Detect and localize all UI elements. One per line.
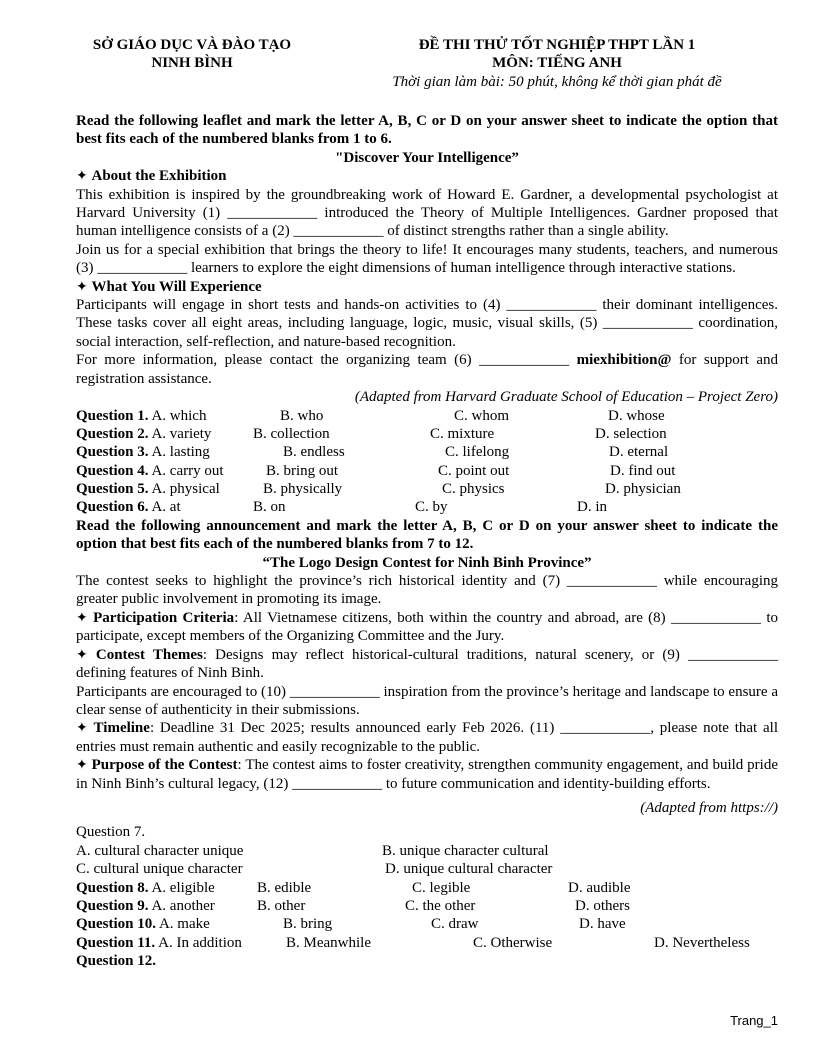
department-name: SỞ GIÁO DỤC VÀ ĐÀO TẠO [92, 37, 292, 53]
questions-1-6 [76, 407, 778, 517]
star-icon: ✦ [76, 278, 88, 295]
leaflet-source: (Adapted from Harvard Graduate School of Education – Project Zero) [354, 389, 778, 406]
question-row: Question 11. A. In addition B. Meanwhile C. Otherwise D. Nevertheless [76, 934, 750, 951]
exam-header [76, 36, 778, 92]
question-row: Question 10. A. make B. bring C. draw D. have [76, 916, 626, 933]
question-row: Question 2. A. variety B. collection C. mixture D. selection [76, 425, 667, 442]
star-icon: ✦ [76, 646, 88, 663]
part2-instruction: Read the following announcement and mark the letter A, B, C or D on your answer sheet to indicate the option that best fits each of the numbered blanks from 7 to 12. [76, 517, 778, 553]
question-7-row-2: C. cultural unique character D. unique cultural character [76, 861, 553, 878]
criteria-paragraph: ✦ Participation Criteria: All Vietnamese citizens, both within the country and abroad, are (8) ____________ to participate, except members of the Organizing Committee and the Jury. [76, 609, 778, 645]
questions-8-11 [76, 879, 778, 953]
question-row: Question 9. A. another B. other C. the other D. others [76, 897, 630, 914]
contact-email: miexhibition@ [576, 352, 672, 369]
question-7-label: Question 7. [76, 824, 146, 841]
about-paragraph-1: This exhibition is inspired by the groundbreaking work of Howard E. Gardner, a developmental psychologist at Harvard University (1) ____________ introduced the Theory of Multiple Intelligences. Gardner proposed that human intelligence consists of a (2) ____________ of distinct strengths rather than a single ability. [76, 186, 778, 240]
announcement-intro: The contest seeks to highlight the province’s rich historical identity and (7) ____________ while encouraging greater public involvement in promoting its image. [76, 573, 778, 608]
part1-instruction: Read the following leaflet and mark the letter A, B, C or D on your answer sheet to indicate the option that best fits each of the numbered blanks from 1 to 6. [76, 113, 778, 148]
question-row: Question 4. A. carry out B. bring out C. point out D. find out [76, 462, 676, 479]
question-12-label: Question 12. [76, 953, 157, 970]
exam-title-block [336, 36, 778, 91]
star-icon: ✦ [76, 609, 88, 626]
contact-paragraph: For more information, please contact the organizing team (6) ____________ miexhibition@ for support and registration assistance. [76, 352, 778, 387]
exam-page [76, 36, 778, 971]
star-icon: ✦ [76, 168, 88, 185]
experience-paragraph: Participants will engage in short tests and hands-on activities to (4) ____________ their dominant intelligences. These tasks cover all eight areas, including language, logic, music, visual skills, (5) ____________ coordination, social interaction, self-reflection, and nature-based recognition. [76, 297, 778, 350]
star-icon: ✦ [76, 720, 88, 737]
question-7-row-1: A. cultural character unique B. unique character cultural [76, 842, 549, 859]
question-row: Question 6. A. at B. on C. by D. in [76, 499, 607, 516]
themes-paragraph: ✦ Contest Themes: Designs may reflect historical-cultural traditions, natural scenery, or (9) ____________ defining features of Ninh Binh. [76, 646, 778, 682]
province-name: NINH BÌNH [151, 55, 233, 72]
exam-title: ĐỀ THI THỬ TỐT NGHIỆP THPT LẦN 1 [418, 37, 696, 53]
purpose-paragraph: ✦ Purpose of the Contest: The contest aims to foster creativity, strengthen community engagement, and build pride in Ninh Binh’s cultural legacy, (12) ____________ to future communication and identity-building efforts. [76, 757, 778, 792]
about-paragraph-2: Join us for a special exhibition that brings the theory to life! It encourages many students, teachers, and numerous (3) ____________ learners to explore the eight dimensions of human intelligence through interactive stations. [76, 241, 778, 277]
exam-subject: MÔN: TIẾNG ANH [492, 55, 622, 72]
department-block [76, 36, 308, 73]
about-heading: ✦ About the Exhibition [76, 168, 227, 185]
page-number: Trang_1 [730, 1013, 778, 1028]
star-icon: ✦ [76, 757, 88, 774]
question-row: Question 3. A. lasting B. endless C. lifelong D. eternal [76, 444, 669, 461]
announcement-source: (Adapted from https://) [640, 799, 778, 816]
leaflet-title: "Discover Your Intelligence” [335, 149, 519, 166]
experience-heading: ✦ What You Will Experience [76, 278, 262, 295]
question-row: Question 1. A. which B. who C. whom D. whose [76, 407, 665, 424]
exam-duration: Thời gian làm bài: 50 phút, không kể thời gian phát đề [392, 73, 722, 90]
announcement-title: “The Logo Design Contest for Ninh Binh Province” [262, 554, 592, 571]
timeline-paragraph: ✦ Timeline: Deadline 31 Dec 2025; results announced early Feb 2026. (11) ____________, please note that all entries must remain authentic and easily recognizable to the public. [76, 720, 778, 755]
question-row: Question 5. A. physical B. physically C. physics D. physician [76, 481, 681, 498]
encourage-paragraph: Participants are encouraged to (10) ____________ inspiration from the province’s heritage and landscape to ensure a clear sense of authenticity in their submissions. [76, 683, 778, 718]
question-row: Question 8. A. eligible B. edible C. legible D. audible [76, 879, 631, 896]
